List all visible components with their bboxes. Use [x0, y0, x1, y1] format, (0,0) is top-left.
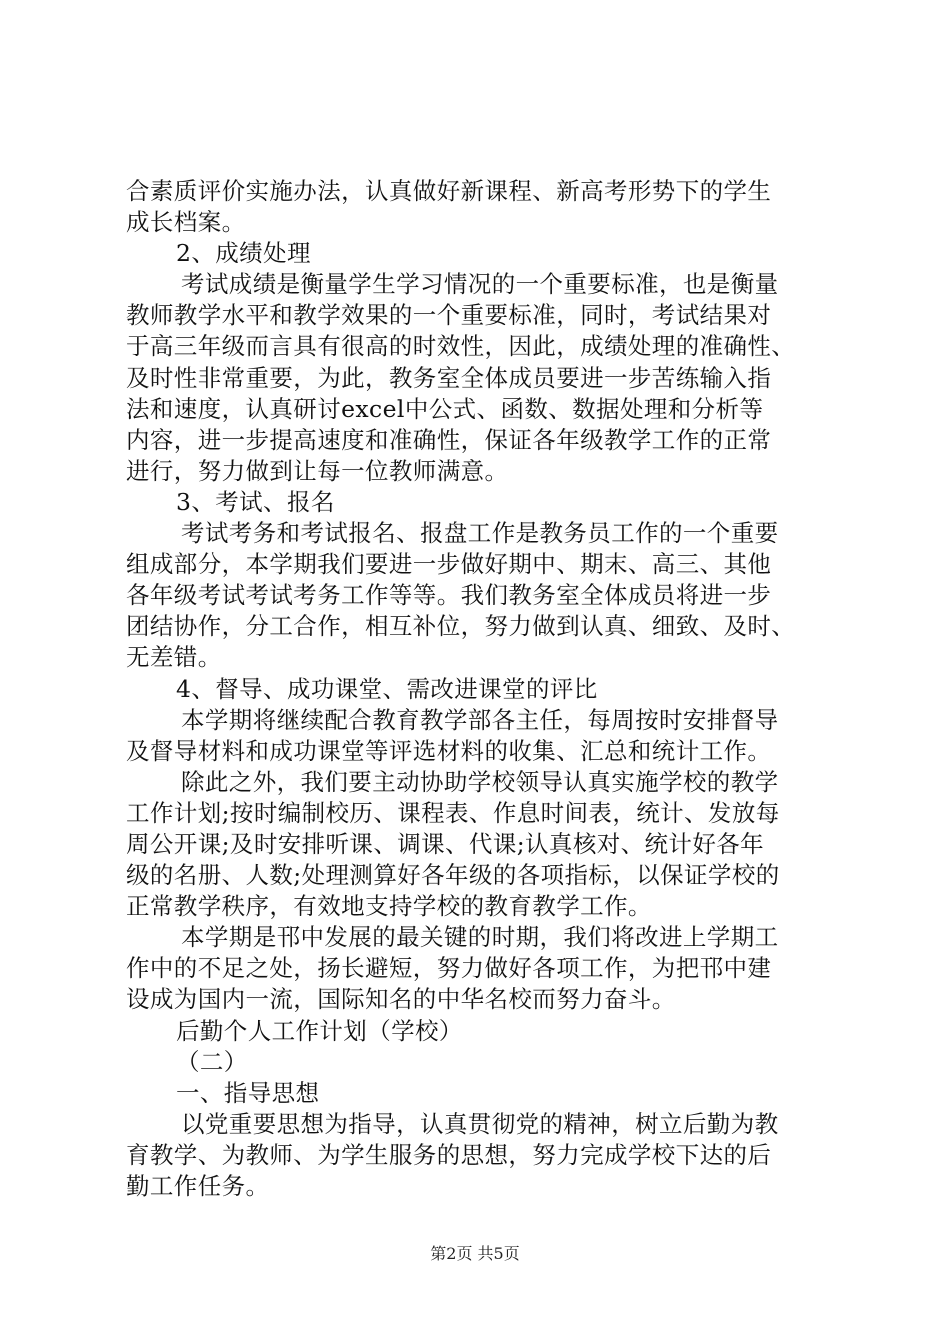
document-line: 级的名册、人数;处理测算好各年级的各项指标，以保证学校的: [126, 861, 780, 890]
document-line: 本学期将继续配合教育教学部各主任，每周按时安排督导: [181, 705, 779, 734]
document-line: 正常教学秩序，有效地支持学校的教育教学工作。: [126, 892, 652, 921]
document-line: 合素质评价实施办法，认真做好新课程、新高考形势下的学生: [126, 177, 772, 205]
document-line: 设成为国内一流，国际知名的中华名校而努力奋斗。: [126, 985, 676, 1014]
document-line: 内容，进一步提高速度和准确性，保证各年级教学工作的正常: [126, 425, 772, 454]
document-line: 及时性非常重要，为此，教务室全体成员要进一步苦练输入指: [126, 363, 772, 392]
document-line: 育教学、为教师、为学生服务的思想，努力完成学校下达的后: [126, 1140, 772, 1169]
document-line: 3、考试、报名: [176, 487, 335, 516]
document-line: 团结协作，分工合作，相互补位，努力做到认真、细致、及时、: [126, 612, 796, 641]
document-line: 2、成绩处理: [176, 239, 311, 268]
document-line: 本学期是邗中发展的最关键的时期，我们将改进上学期工: [181, 923, 779, 952]
document-line: 于高三年级而言具有很高的时效性，因此，成绩处理的准确性、: [126, 332, 796, 361]
document-body: [126, 176, 832, 1202]
document-line: 周公开课;及时安排听课、调课、代课;认真核对、统计好各年: [126, 829, 765, 858]
document-line: 考试成绩是衡量学生学习情况的一个重要标准，也是衡量: [181, 270, 779, 299]
document-line: 除此之外，我们要主动协助学校领导认真实施学校的教学: [181, 767, 779, 796]
document-line: （二）: [176, 1047, 248, 1076]
document-line: 勤工作任务。: [126, 1172, 270, 1200]
document-line: 一、指导思想: [176, 1078, 320, 1107]
document-line: 进行，努力做到让每一位教师满意。: [126, 456, 509, 485]
document-line: 法和速度，认真研讨excel中公式、函数、数据处理和分析等: [126, 394, 764, 423]
document-line: 后勤个人工作计划（学校）: [176, 1016, 463, 1045]
document-line: 作中的不足之处，扬长避短，努力做好各项工作，为把邗中建: [126, 954, 772, 983]
page-number-footer: 第2页 共5页: [430, 1244, 520, 1263]
document-line: 教师教学水平和教学效果的一个重要标准，同时，考试结果对: [126, 301, 772, 330]
document-line: 及督导材料和成功课堂等评选材料的收集、汇总和统计工作。: [126, 736, 772, 765]
document-line: 4、督导、成功课堂、需改进课堂的评比: [176, 674, 598, 703]
document-line: 无差错。: [126, 643, 222, 672]
document-line: 组成部分，本学期我们要进一步做好期中、期末、高三、其他: [126, 550, 772, 579]
document-line: 工作计划;按时编制校历、课程表、作息时间表，统计、发放每: [126, 798, 780, 827]
document-line: 考试考务和考试报名、报盘工作是教务员工作的一个重要: [181, 519, 779, 548]
document-line: 以党重要思想为指导，认真贯彻党的精神，树立后勤为教: [181, 1109, 779, 1138]
document-line: 各年级考试考试考务工作等等。我们教务室全体成员将进一步: [126, 581, 772, 610]
document-line: 成长档案。: [126, 208, 246, 237]
